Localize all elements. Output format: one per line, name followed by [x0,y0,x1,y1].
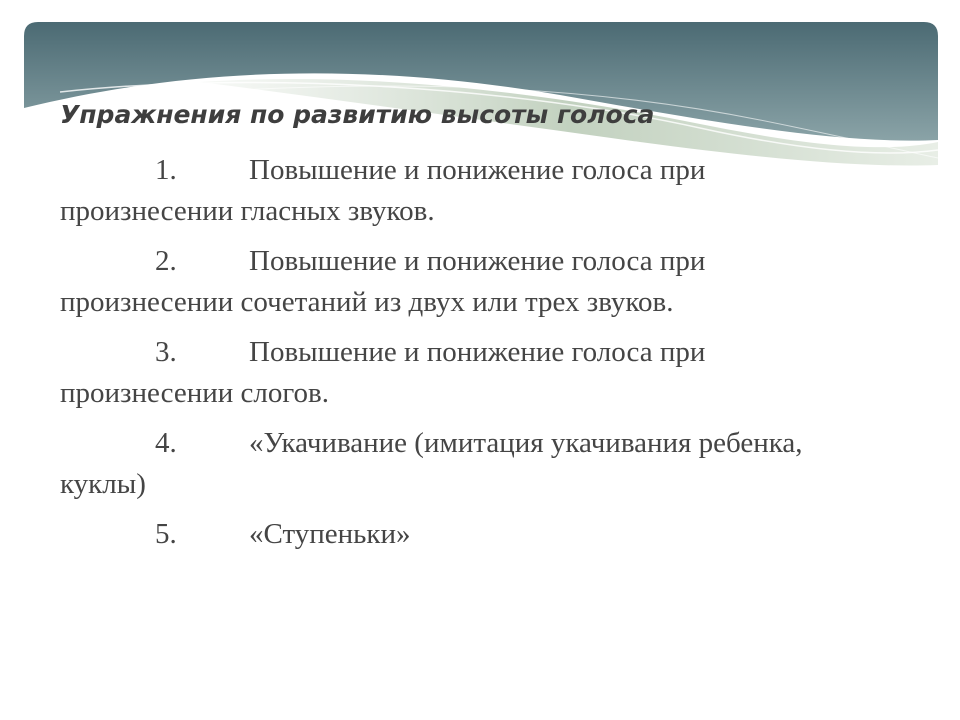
item-text-continued: произнесении гласных звуков. [60,195,435,227]
item-number: 2. [155,245,177,277]
list-item [60,241,940,323]
item-text: Повышение и понижение голоса при [249,336,706,368]
item-number: 1. [155,154,177,186]
item-text: «Ступеньки» [249,518,411,550]
item-text: Повышение и понижение голоса при [249,245,706,277]
list-item [60,332,940,414]
item-number: 5. [155,518,177,550]
item-number: 3. [155,336,177,368]
item-text: «Укачивание (имитация укачивания ребенка, [249,427,803,459]
slide-title: Упражнения по развитию высоты голоса [60,100,655,129]
item-text-continued: произнесении слогов. [60,377,329,409]
item-text-continued: произнесении сочетаний из двух или трех звуков. [60,286,674,318]
exercise-list [60,150,940,564]
item-text-continued: куклы) [60,468,146,500]
item-number: 4. [155,427,177,459]
list-item [60,514,940,555]
list-item [60,150,940,232]
list-item [60,423,940,505]
item-text: Повышение и понижение голоса при [249,154,706,186]
